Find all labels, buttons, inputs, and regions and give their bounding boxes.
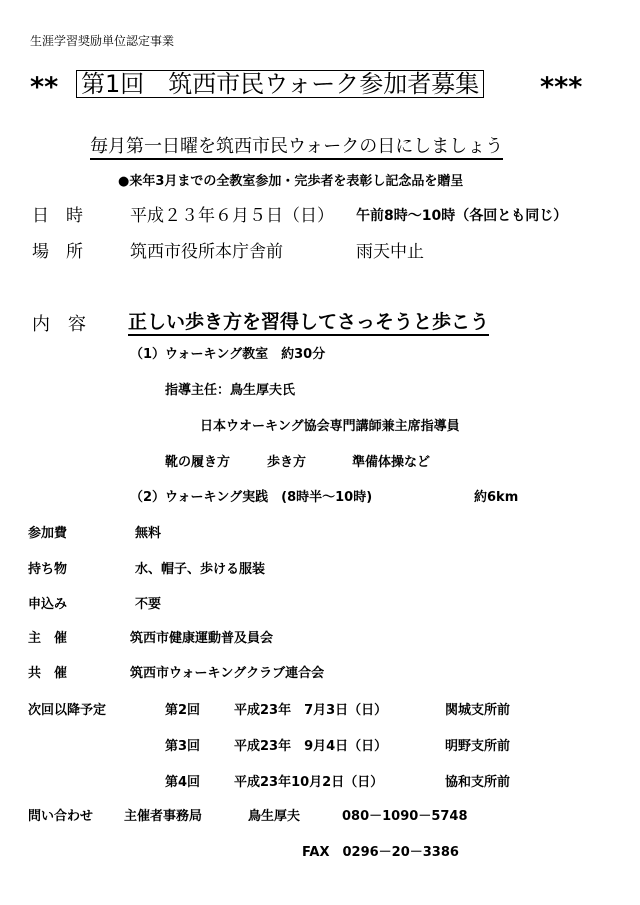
schedule-row-place: 明野支所前 <box>445 739 511 754</box>
content-label: 内 容 <box>32 314 86 335</box>
contact-phone: 080－1090－5748 <box>342 809 468 824</box>
class2: （2）ウォーキング実践 (8時半～10時) <box>130 490 373 505</box>
schedule-row-date: 平成23年 9月4日（日） <box>234 739 388 754</box>
schedule-row-no: 第2回 <box>165 703 201 718</box>
schedule-row-no: 第4回 <box>165 775 201 790</box>
apply-label: 申込み <box>28 597 68 612</box>
contact-label: 問い合わせ <box>28 809 94 824</box>
subtitle: 毎月第一日曜を筑西市民ウォークの日にしましょう <box>90 138 503 160</box>
cosponsor-value: 筑西市ウォーキングクラブ連合会 <box>130 666 325 681</box>
topic-warmup: 準備体操など <box>352 455 431 470</box>
schedule-row-date: 平成23年 7月3日（日） <box>234 703 388 718</box>
award-note: ●来年3月までの全教室参加・完歩者を表彰し記念品を贈呈 <box>118 174 464 189</box>
belongings-value: 水、帽子、歩ける服装 <box>135 562 266 577</box>
program-label: 生涯学習奨励単位認定事業 <box>30 34 175 48</box>
event-time: 午前8時～10時（各回とも同じ） <box>356 208 568 224</box>
contact-office: 主催者事務局 <box>124 809 203 824</box>
class1: （1）ウォーキング教室 約30分 <box>130 347 326 362</box>
event-date: 平成２３年６月５日（日） <box>130 206 334 226</box>
schedule-row-no: 第3回 <box>165 739 201 754</box>
organizer-label: 主 催 <box>28 631 68 646</box>
datetime-label: 日 時 <box>32 206 83 226</box>
apply-value: 不要 <box>135 597 162 612</box>
place-value: 筑西市役所本庁舎前 <box>130 242 283 262</box>
distance: 約6km <box>474 490 519 505</box>
schedule-label: 次回以降予定 <box>28 703 107 718</box>
instructor: 指導主任：鳥生厚夫氏 <box>165 383 296 398</box>
content-headline: 正しい歩き方を習得してさっそうと歩こう <box>128 313 489 336</box>
schedule-row-place: 協和支所前 <box>445 775 511 790</box>
schedule-row-date: 平成23年10月2日（日） <box>234 775 384 790</box>
contact-fax: FAX 0296－20－3386 <box>302 845 459 860</box>
cosponsor-label: 共 催 <box>28 666 68 681</box>
contact-person: 鳥生厚夫 <box>248 809 301 824</box>
topic-walking: 歩き方 <box>267 455 307 470</box>
belongings-label: 持ち物 <box>28 562 68 577</box>
fee-value: 無料 <box>135 526 162 541</box>
stars-right: *** <box>540 72 583 103</box>
fee-label: 参加費 <box>28 526 68 541</box>
instructor-title: 日本ウオーキング協会専門講師兼主席指導員 <box>200 419 460 434</box>
stars-left: ** <box>30 72 59 103</box>
rain-note: 雨天中止 <box>356 242 424 262</box>
page-title: 第1回 筑西市民ウォーク参加者募集 <box>76 70 484 98</box>
schedule-row-place: 関城支所前 <box>445 703 511 718</box>
topic-shoes: 靴の履き方 <box>165 455 231 470</box>
organizer-value: 筑西市健康運動普及員会 <box>130 631 274 646</box>
place-label: 場 所 <box>32 242 83 262</box>
